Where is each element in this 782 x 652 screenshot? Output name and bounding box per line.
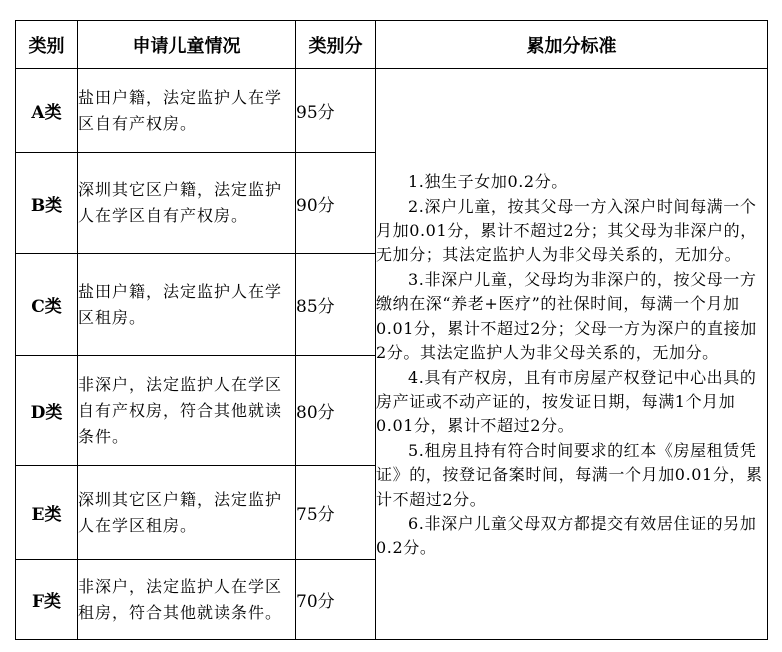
category-cell: D类 [16,356,78,466]
condition-cell: 深圳其它区户籍，法定监护人在学区自有产权房。 [78,153,296,254]
rule-item: 5.租房且持有符合时间要求的红本《房屋租赁凭证》的，按登记备案时间，每满一个月加0.01分，累计不超过2分。 [376,440,763,509]
rule-item: 6.非深户儿童父母双方都提交有效居住证的另加0.2分。 [376,513,757,558]
condition-cell: 非深户，法定监护人在学区自有产权房，符合其他就读条件。 [78,356,296,466]
rule-item: 3.非深户儿童，父母均为非深户的，按父母一方缴纳在深“养老+医疗”的社保时间，每满一个月加0.01分，累计不超过2分；父母一方为深户的直接加2分。其法定监护人为非父母关系的，无加分。 [376,269,757,363]
admission-score-table [15,20,768,640]
condition-cell: 盐田户籍，法定监护人在学区自有产权房。 [78,69,296,153]
score-cell: 90分 [296,153,376,254]
condition-cell: 深圳其它区户籍，法定监护人在学区租房。 [78,466,296,560]
condition-cell: 非深户，法定监护人在学区租房，符合其他就读条件。 [78,560,296,640]
table-row [16,69,768,153]
category-cell: C类 [16,254,78,356]
rule-item: 2.深户儿童，按其父母一方入深户时间每满一个月加0.01分，累计不超过2分；其父母为非深户的，无加分；其法定监护人为非父母关系的，无加分。 [376,196,757,265]
header-condition: 申请儿童情况 [78,21,296,69]
header-bonus-rules: 累加分标准 [376,21,768,69]
bonus-rules-list [376,147,767,561]
rule-item: 1.独生子女加0.2分。 [408,172,568,192]
category-cell: A类 [16,69,78,153]
score-cell: 95分 [296,69,376,153]
header-score: 类别分 [296,21,376,69]
score-cell: 75分 [296,466,376,560]
header-row [16,21,768,69]
bonus-rules-cell [376,69,768,640]
score-cell: 70分 [296,560,376,640]
score-cell: 80分 [296,356,376,466]
score-cell: 85分 [296,254,376,356]
rule-item: 4.具有产权房，且有市房屋产权登记中心出具的房产证或不动产证的，按发证日期，每满1个月加0.01分，累计不超过2分。 [376,367,757,436]
category-cell: F类 [16,560,78,640]
condition-cell: 盐田户籍，法定监护人在学区租房。 [78,254,296,356]
category-cell: E类 [16,466,78,560]
header-category: 类别 [16,21,78,69]
category-cell: B类 [16,153,78,254]
